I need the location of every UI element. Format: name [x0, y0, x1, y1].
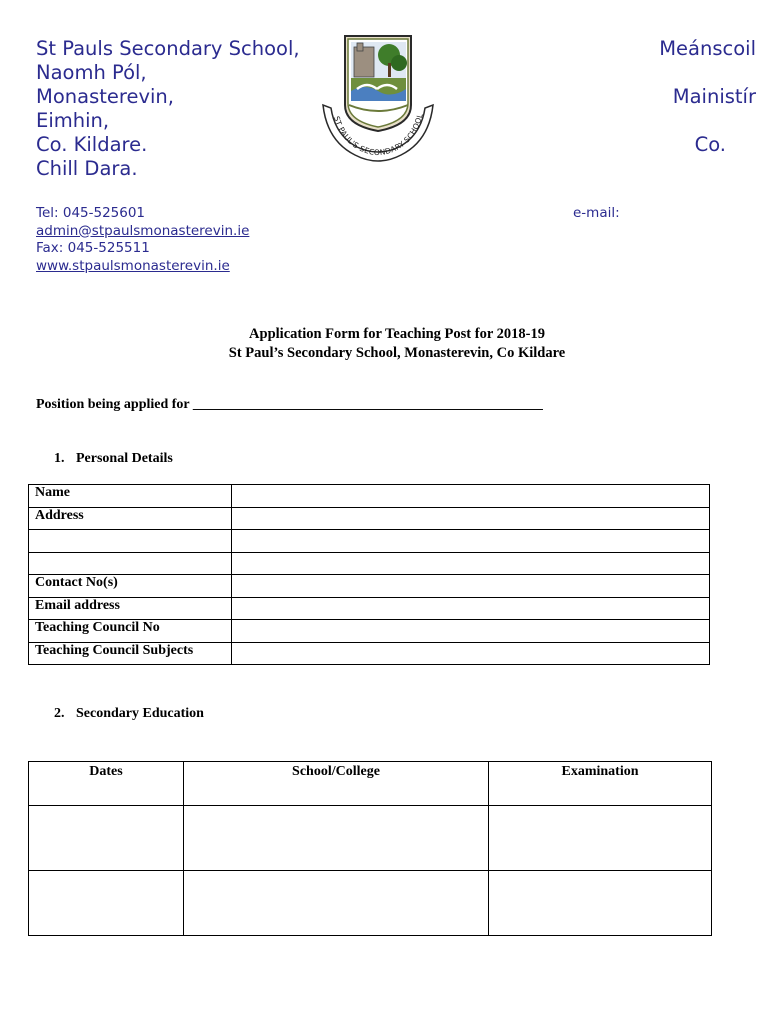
address-line: Naomh Pól,	[36, 61, 147, 84]
school-address-english	[36, 37, 300, 181]
table-row	[29, 642, 710, 665]
address-line: Monasterevin,	[36, 85, 174, 108]
telephone: Tel: 045-525601	[36, 205, 146, 221]
table-row	[29, 530, 710, 553]
address-line: Chill Dara.	[36, 157, 138, 180]
section-title: Secondary Education	[76, 706, 204, 721]
address-line: Meánscoil	[659, 37, 756, 60]
school-input-cell[interactable]	[184, 871, 489, 936]
address-line: St Pauls Secondary School,	[36, 37, 300, 60]
row-label: Address	[29, 507, 232, 530]
address-line	[659, 109, 756, 133]
school-address-irish	[659, 37, 756, 157]
row-label: Name	[29, 485, 232, 508]
column-header-school: School/College	[184, 762, 489, 806]
address-line: Eimhin,	[36, 109, 110, 132]
address-input-cell[interactable]	[232, 552, 710, 575]
school-crest-logo	[313, 33, 443, 173]
column-header-examination: Examination	[489, 762, 712, 806]
position-applied-field[interactable]: Position being applied for __________________________________________________	[36, 397, 543, 412]
row-label: Teaching Council Subjects	[29, 642, 232, 665]
row-label	[29, 552, 232, 575]
table-row	[29, 597, 710, 620]
table-row	[29, 575, 710, 598]
examination-input-cell[interactable]	[489, 806, 712, 871]
email-link[interactable]: admin@stpaulsmonasterevin.ie	[36, 222, 250, 239]
column-header-dates: Dates	[29, 762, 184, 806]
crest-motto: ST PAUL'S SECONDARY SCHOOL	[332, 112, 425, 158]
fax: Fax: 045-525511	[36, 240, 150, 256]
website-link[interactable]: www.stpaulsmonasterevin.ie	[36, 257, 230, 274]
contact-input-cell[interactable]	[232, 575, 710, 598]
secondary-education-table	[28, 761, 712, 936]
teaching-council-subjects-input-cell[interactable]	[232, 642, 710, 665]
table-row	[29, 552, 710, 575]
personal-details-table	[28, 484, 710, 665]
row-label: Teaching Council No	[29, 620, 232, 643]
contact-block	[36, 205, 249, 275]
name-input-cell[interactable]	[232, 485, 710, 508]
form-title: Application Form for Teaching Post for 2018-19	[249, 326, 545, 342]
row-label	[29, 530, 232, 553]
address-input-cell[interactable]	[232, 530, 710, 553]
address-line	[659, 61, 756, 85]
email-input-cell[interactable]	[232, 597, 710, 620]
table-row	[29, 806, 712, 871]
teaching-council-no-input-cell[interactable]	[232, 620, 710, 643]
table-header-row	[29, 762, 712, 806]
dates-input-cell[interactable]	[29, 871, 184, 936]
section-number: 2.	[54, 706, 65, 721]
section-title: Personal Details	[76, 451, 173, 466]
email-label: e-mail:	[573, 205, 620, 221]
section-number: 1.	[54, 451, 65, 466]
row-label: Email address	[29, 597, 232, 620]
table-row	[29, 507, 710, 530]
address-line: Co. Kildare.	[36, 133, 148, 156]
address-input-cell[interactable]	[232, 507, 710, 530]
table-row	[29, 871, 712, 936]
dates-input-cell[interactable]	[29, 806, 184, 871]
address-line: Co.	[694, 133, 726, 156]
school-input-cell[interactable]	[184, 806, 489, 871]
form-title-block	[0, 325, 770, 363]
form-subtitle: St Paul’s Secondary School, Monasterevin, Co Kildare	[228, 345, 566, 361]
section-personal-details-heading	[54, 451, 173, 467]
address-line: Mainistír	[672, 85, 756, 108]
row-label: Contact No(s)	[29, 575, 232, 598]
table-row	[29, 485, 710, 508]
examination-input-cell[interactable]	[489, 871, 712, 936]
table-row	[29, 620, 710, 643]
section-secondary-education-heading	[54, 706, 204, 722]
